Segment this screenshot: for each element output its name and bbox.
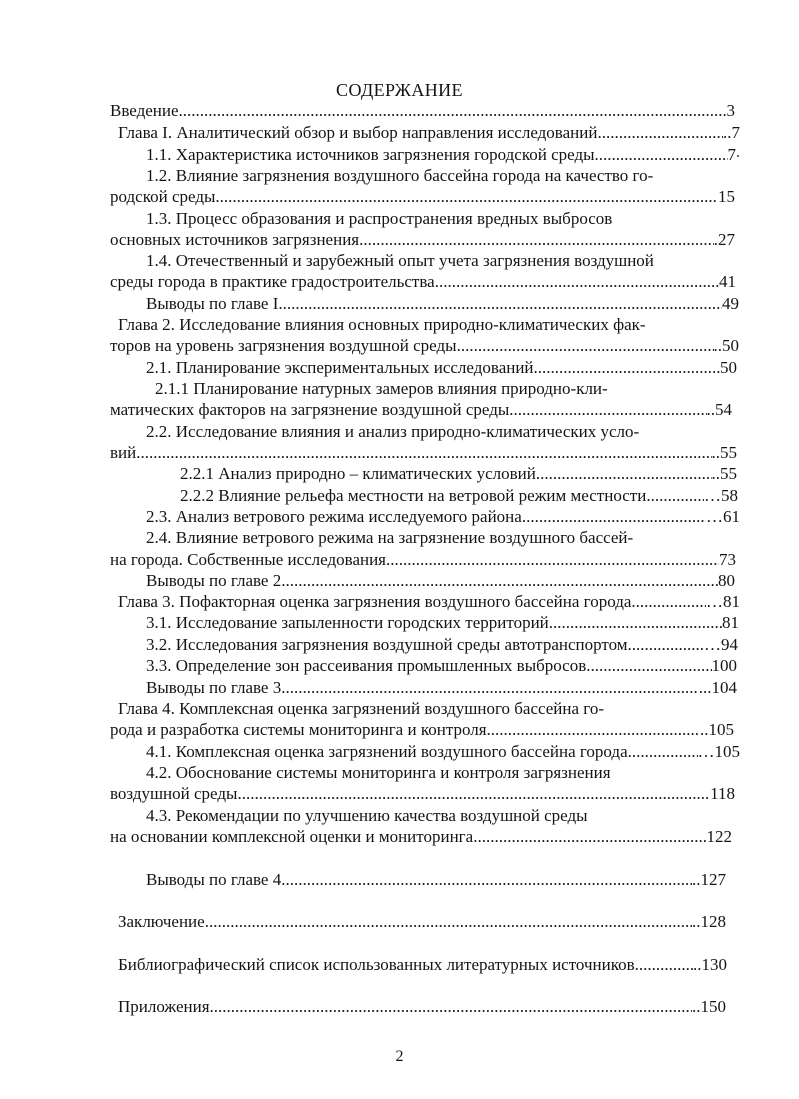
toc-entry	[146, 421, 740, 443]
toc-dot-leader	[595, 144, 728, 166]
toc-entry	[146, 869, 726, 891]
toc-entry-title: Заключение	[118, 912, 205, 931]
toc-entry-title: рода и разработка системы мониторинга и контроля	[110, 720, 487, 739]
toc-dot-leader	[281, 570, 718, 592]
toc-entry-page: ..55	[711, 464, 737, 483]
page-title: СОДЕРЖАНИЕ	[336, 80, 463, 100]
toc-entry-page: 50	[720, 358, 737, 377]
toc-entry	[146, 805, 740, 827]
toc-entry-title: на основании комплексной оценки и мониторинга	[110, 827, 474, 846]
toc-entry-title: 4.2. Обоснование системы мониторинга и контроля загрязнения	[146, 763, 611, 782]
toc-entry-title: 2.2.1 Анализ природно – климатических условий	[180, 464, 536, 483]
toc-entry-title: воздушной среды	[110, 784, 238, 803]
toc-entry-title: 4.3. Рекомендации по улучшению качества воздушной среды	[146, 806, 588, 825]
toc-entry	[110, 229, 735, 251]
toc-dot-leader	[628, 634, 704, 656]
toc-entry-title: Приложения	[118, 997, 210, 1016]
toc-entry-page: 49	[722, 294, 739, 313]
toc-entry-page: 118	[710, 784, 735, 803]
toc-entry-page: ...104	[698, 678, 737, 697]
toc-entry-title: 1.3. Процесс образования и распространения вредных выбросов	[146, 209, 613, 228]
toc-dot-leader	[534, 357, 720, 379]
toc-entry	[118, 314, 740, 336]
toc-entry	[155, 378, 740, 400]
toc-entry	[146, 741, 740, 763]
toc-dot-leader	[210, 996, 692, 1018]
toc-entry	[180, 485, 738, 507]
toc-entry-title: среды города в практике градостроительства	[110, 272, 435, 291]
toc-entry-title: Глава 4. Комплексная оценка загрязнений воздушного бассейна го-	[118, 699, 605, 718]
toc-entry-title: на города. Собственные исследования	[110, 550, 387, 569]
toc-entry-title: 2.1. Планирование экспериментальных исследований	[146, 358, 534, 377]
toc-entry-title: вий	[110, 443, 137, 462]
toc-entry-title: основных источников загрязнения	[110, 230, 360, 249]
toc-entry-page: …81	[706, 592, 740, 611]
toc-entry-page: 100	[711, 656, 737, 675]
toc-dot-leader	[435, 271, 719, 293]
toc-entry-page: 7	[727, 145, 736, 164]
toc-entry-page: 41	[719, 272, 736, 291]
toc-entry-title: 2.3. Анализ ветрового режима исследуемого района	[146, 507, 522, 526]
toc-entry	[146, 144, 736, 166]
toc-entry-page: 80	[718, 571, 735, 590]
toc-entry-page: 81	[722, 613, 739, 632]
toc-dot-leader	[237, 783, 710, 805]
toc-dot-leader	[359, 229, 714, 251]
toc-entry	[146, 677, 737, 699]
toc-entry	[110, 826, 732, 848]
toc-dot-leader	[536, 463, 712, 485]
toc-entry-page: ..54	[706, 400, 732, 419]
toc-entry-title: Выводы по главе 4	[146, 870, 282, 889]
toc-entry	[146, 208, 740, 230]
toc-entry	[146, 293, 739, 315]
toc-dot-leader	[136, 442, 711, 464]
toc-entry-page: …105	[697, 742, 740, 761]
toc-entry	[110, 549, 736, 571]
toc-dot-leader	[281, 677, 699, 699]
toc-entry-title: 4.1. Комплексная оценка загрязнений воздушного бассейна города	[146, 742, 628, 761]
toc-entry-title: Глава 2. Исследование влияния основных природно-климатических фак-	[118, 315, 646, 334]
toc-entry	[146, 357, 737, 379]
toc-dot-leader	[597, 122, 723, 144]
toc-dot-leader	[278, 293, 722, 315]
toc-dot-leader	[646, 485, 704, 507]
toc-entry-title: 2.2.2 Влияние рельефа местности на ветровой режим местности	[180, 486, 647, 505]
toc-dot-leader	[386, 549, 719, 571]
toc-entry-title: Выводы по главе 2	[146, 571, 282, 590]
toc-entry	[110, 271, 736, 293]
toc-entry	[118, 996, 726, 1018]
toc-entry	[118, 954, 727, 976]
toc-entry-title: Глава I. Аналитический обзор и выбор направления исследований	[118, 123, 598, 142]
toc-entry	[146, 612, 739, 634]
toc-entry-page: ..7	[723, 123, 740, 142]
toc-entry-title: Глава 3. Пофакторная оценка загрязнения воздушного бассейна города	[118, 592, 632, 611]
toc-entry-page: ..150	[692, 997, 726, 1016]
toc-entry-page: ..50	[713, 336, 739, 355]
toc-dot-leader	[586, 655, 711, 677]
toc-entry-title: Выводы по главе 3	[146, 678, 282, 697]
toc-entry	[118, 122, 740, 144]
toc-entry-title: Выводы по главе I	[146, 294, 279, 313]
toc-entry-title: 1.2. Влияние загрязнения воздушного бассейна города на качество го-	[146, 166, 654, 185]
page-number: 2	[395, 1048, 404, 1065]
toc-entry	[110, 399, 732, 421]
toc-entry-title: 1.4. Отечественный и зарубежный опыт учета загрязнения воздушной	[146, 251, 654, 270]
toc-entry-title: 3.2. Исследования загрязнения воздушной среды автотранспортом	[146, 635, 628, 654]
toc-entry-title: родской среды	[110, 187, 216, 206]
toc-entry-title: 3.1. Исследование запыленности городских территорий	[146, 613, 549, 632]
toc-entry-title: Введение	[110, 101, 179, 120]
toc-entry-title: 3.3. Определение зон рассеивания промышленных выбросов	[146, 656, 587, 675]
toc-entry-page: 15	[718, 187, 735, 206]
toc-dot-leader	[628, 741, 698, 763]
toc-entry-title: 2.4. Влияние ветрового режима на загрязнение воздушного бассей-	[146, 528, 634, 547]
toc-entry-page: ..127	[692, 870, 726, 889]
toc-dot-leader	[522, 506, 706, 528]
toc-entry	[146, 165, 738, 187]
toc-entry-title: 2.2. Исследование влияния и анализ природно-климатических усло-	[146, 422, 640, 441]
toc-entry	[146, 634, 738, 656]
toc-entry-page: .27	[713, 230, 735, 249]
toc-entry	[110, 335, 739, 357]
toc-entry	[146, 506, 740, 528]
toc-entry-title: Библиографический список использованных литературных источников	[118, 955, 635, 974]
toc-entry-title: торов на уровень загрязнения воздушной среды	[110, 336, 457, 355]
toc-dot-leader	[549, 612, 722, 634]
toc-entry-title: матических факторов на загрязнение воздушной среды	[110, 400, 510, 419]
toc-dot-leader	[487, 719, 700, 741]
toc-entry	[146, 762, 740, 784]
toc-entry-page: ..55	[711, 443, 737, 462]
toc-entry	[146, 527, 740, 549]
toc-dot-leader	[215, 186, 718, 208]
scan-speck	[737, 155, 739, 157]
toc-entry	[146, 655, 737, 677]
toc-dot-leader	[631, 591, 706, 613]
toc-dot-leader	[635, 954, 693, 976]
toc-entry	[146, 250, 740, 272]
toc-entry	[110, 442, 737, 464]
toc-dot-leader	[281, 869, 692, 891]
toc-entry	[110, 186, 735, 208]
toc-entry-page: …58	[704, 486, 738, 505]
toc-entry	[180, 463, 737, 485]
toc-entry	[110, 719, 734, 741]
toc-entry	[110, 783, 735, 805]
toc-entry-title: 1.1. Характеристика источников загрязнения городской среды	[146, 145, 595, 164]
toc-entry-page: ..128	[692, 912, 726, 931]
toc-entry	[118, 698, 740, 720]
toc-entry-page: …94	[704, 635, 738, 654]
toc-dot-leader	[457, 335, 714, 357]
toc-dot-leader	[179, 100, 727, 122]
toc-dot-leader	[205, 911, 692, 933]
toc-entry-page: 73	[719, 550, 736, 569]
toc-entry-title: 2.1.1 Планирование натурных замеров влияния природно-кли-	[155, 379, 608, 398]
toc-entry-page: ..130	[693, 955, 727, 974]
toc-entry-page: 122	[706, 827, 732, 846]
toc-entry	[118, 591, 740, 613]
toc-entry-page: 3	[726, 101, 735, 120]
toc-entry-page: ..105	[700, 720, 734, 739]
toc-entry-page: …61	[706, 507, 740, 526]
toc-entry	[118, 911, 726, 933]
toc-entry	[110, 100, 735, 122]
toc-dot-leader	[509, 399, 706, 421]
toc-dot-leader	[473, 826, 706, 848]
toc-entry	[146, 570, 735, 592]
